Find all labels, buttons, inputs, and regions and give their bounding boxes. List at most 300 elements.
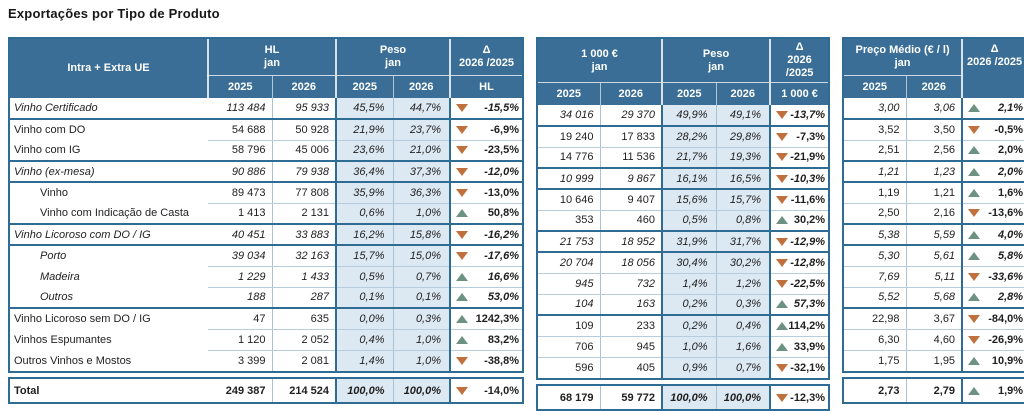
value-cell: 0,4%: [336, 329, 393, 350]
value-cell: 54 688: [208, 119, 272, 140]
preco-group-header: [844, 39, 962, 76]
value-cell: 16,2%: [336, 224, 393, 245]
value-cell: 22,98: [844, 308, 906, 329]
value-cell: 214 524: [272, 379, 336, 402]
value-cell: 100,0%: [336, 379, 393, 402]
value-cell: 15,7%: [716, 189, 770, 210]
eur-total-table: [538, 386, 828, 409]
delta-cell: [770, 252, 828, 273]
total-row: [844, 379, 1024, 402]
delta-title: Δ: [990, 43, 999, 55]
value-cell: 0,0%: [336, 308, 393, 329]
value-cell: 0,8%: [716, 210, 770, 231]
delta-value: -11,6%: [790, 193, 826, 206]
table-row: [538, 189, 828, 210]
eur-period: jan: [591, 60, 608, 73]
total-row: [10, 379, 522, 402]
hl-period: jan: [264, 57, 280, 69]
value-cell: 1,95: [906, 350, 962, 371]
value-cell: 5,38: [844, 224, 906, 245]
delta-value: 2,0%: [997, 165, 1024, 178]
delta-value: 114,2%: [788, 319, 826, 332]
up-triangle-icon: [968, 387, 980, 395]
down-triangle-icon: [456, 231, 468, 239]
preco-total-body: [844, 379, 1024, 402]
delta-cell: [962, 308, 1024, 329]
value-cell: 58 796: [208, 140, 272, 161]
table-row: [538, 273, 828, 294]
value-cell: 44,7%: [393, 98, 450, 119]
eur-table-body: [538, 105, 828, 378]
preco-total-table: [844, 379, 1024, 402]
value-cell: 1,2%: [716, 273, 770, 294]
delta-cell: [770, 147, 828, 168]
row-label: Vinho: [10, 182, 208, 203]
value-cell: 5,61: [906, 245, 962, 266]
value-cell: 732: [600, 273, 662, 294]
value-cell: 23,7%: [393, 119, 450, 140]
value-cell: 95 933: [272, 98, 336, 119]
value-cell: 0,2%: [662, 315, 716, 336]
peso-title: Peso: [379, 44, 407, 56]
hl-total-body: [10, 379, 522, 402]
down-triangle-icon: [776, 238, 788, 246]
value-cell: 21 753: [538, 231, 600, 252]
value-cell: 5,52: [844, 287, 906, 308]
hl-table-header: [10, 39, 522, 98]
down-triangle-icon: [776, 133, 788, 141]
up-triangle-icon: [968, 189, 980, 197]
value-cell: 0,4%: [716, 315, 770, 336]
down-triangle-icon: [776, 280, 788, 288]
table-row: [844, 182, 1024, 203]
value-cell: 2 052: [272, 329, 336, 350]
value-cell: 706: [538, 336, 600, 357]
value-cell: 59 772: [600, 386, 662, 409]
value-cell: 3,67: [906, 308, 962, 329]
value-cell: 28,2%: [662, 126, 716, 147]
value-cell: 36,4%: [336, 161, 393, 182]
block-hl: [8, 37, 524, 404]
table-row: [844, 203, 1024, 224]
delta-cell: [770, 273, 828, 294]
down-triangle-icon: [456, 252, 468, 260]
value-cell: 37,3%: [393, 161, 450, 182]
export-tables: [8, 37, 1024, 411]
up-triangle-icon: [968, 146, 980, 154]
value-cell: 90 886: [208, 161, 272, 182]
delta-cell: [962, 119, 1024, 140]
value-cell: 0,1%: [336, 287, 393, 308]
table-row: [10, 266, 522, 287]
corner-header: Intra + Extra UE: [10, 39, 208, 98]
down-triangle-icon: [776, 364, 788, 372]
row-label: Vinho com Indicação de Casta: [10, 203, 208, 224]
value-cell: 0,2%: [662, 294, 716, 315]
value-cell: 1,21: [906, 182, 962, 203]
up-triangle-icon: [456, 273, 468, 281]
table-row: [10, 182, 522, 203]
value-cell: 0,3%: [393, 308, 450, 329]
row-label: Outros: [10, 287, 208, 308]
value-cell: 11 536: [600, 147, 662, 168]
delta-title: Δ: [795, 41, 804, 53]
value-cell: 45 006: [272, 140, 336, 161]
value-cell: 15,8%: [393, 224, 450, 245]
value-cell: 5,59: [906, 224, 962, 245]
hl-total-box: [8, 377, 524, 404]
table-row: [538, 315, 828, 336]
table-row: [844, 245, 1024, 266]
delta-cell: [770, 336, 828, 357]
delta-cell: [450, 350, 522, 371]
value-cell: 1,0%: [393, 350, 450, 371]
value-cell: 2 081: [272, 350, 336, 371]
delta-cell: [962, 287, 1024, 308]
value-cell: 21,9%: [336, 119, 393, 140]
value-cell: 30,4%: [662, 252, 716, 273]
value-cell: 5,11: [906, 266, 962, 287]
preco-table: [844, 39, 1024, 371]
table-row: [538, 126, 828, 147]
delta-unit-header: HL: [450, 76, 522, 99]
delta-value: -15,5%: [484, 102, 520, 114]
down-triangle-icon: [968, 126, 980, 134]
table-row: [538, 210, 828, 231]
value-cell: 34 016: [538, 105, 600, 126]
value-cell: 10 646: [538, 189, 600, 210]
down-triangle-icon: [456, 168, 468, 176]
value-cell: 0,1%: [393, 287, 450, 308]
table-row: [10, 329, 522, 350]
up-triangle-icon: [968, 293, 980, 301]
eur-table: [538, 39, 828, 378]
value-cell: 21,0%: [393, 140, 450, 161]
table-row: [844, 308, 1024, 329]
delta-cell: [450, 329, 522, 350]
down-triangle-icon: [968, 315, 980, 323]
table-row: [844, 224, 1024, 245]
value-cell: 5,30: [844, 245, 906, 266]
delta-value: -84,0%: [988, 312, 1024, 325]
value-cell: 50 928: [272, 119, 336, 140]
peso-period: jan: [385, 57, 401, 69]
value-cell: 3,52: [844, 119, 906, 140]
value-cell: 89 473: [208, 182, 272, 203]
row-label: Vinho (ex-mesa): [10, 161, 208, 182]
down-triangle-icon: [776, 259, 788, 267]
value-cell: 39 034: [208, 245, 272, 266]
delta-group-header: [450, 39, 522, 76]
value-cell: 20 704: [538, 252, 600, 273]
table-row: [10, 350, 522, 371]
value-cell: 1,75: [844, 350, 906, 371]
delta-value: -23,5%: [484, 144, 520, 157]
table-row: [10, 308, 522, 329]
delta-cell: [450, 182, 522, 203]
row-label: Madeira: [10, 266, 208, 287]
delta-cell: [450, 287, 522, 308]
value-cell: 16,1%: [662, 168, 716, 189]
delta-value: -12,0%: [484, 165, 520, 178]
value-cell: 0,5%: [336, 266, 393, 287]
delta-cell: [450, 203, 522, 224]
up-triangle-icon: [776, 216, 788, 224]
peso-group-header: [336, 39, 450, 76]
year-header-2026: 2026: [272, 76, 336, 99]
preco-table-body: [844, 98, 1024, 371]
delta-value: -14,0%: [484, 384, 519, 397]
delta-value: 10,9%: [991, 354, 1024, 367]
delta-value: -16,2%: [484, 228, 520, 241]
delta-value: 4,0%: [997, 228, 1024, 241]
peso-group-header: [662, 39, 770, 83]
value-cell: 1,21: [844, 161, 906, 182]
delta-value: -17,6%: [484, 249, 520, 262]
value-cell: 45,5%: [336, 98, 393, 119]
value-cell: 15,6%: [662, 189, 716, 210]
value-cell: 2,51: [844, 140, 906, 161]
year-header-2026: 2026: [393, 76, 450, 99]
value-cell: 460: [600, 210, 662, 231]
up-triangle-icon: [968, 104, 980, 112]
value-cell: 23,6%: [336, 140, 393, 161]
value-cell: 9 867: [600, 168, 662, 189]
up-triangle-icon: [456, 315, 468, 323]
delta-value: -21,9%: [790, 151, 826, 164]
value-cell: 30,2%: [716, 252, 770, 273]
up-triangle-icon: [968, 252, 980, 260]
value-cell: 79 938: [272, 161, 336, 182]
delta-sub: 2026 /2025: [458, 57, 515, 69]
down-triangle-icon: [968, 209, 980, 217]
value-cell: 3,06: [906, 98, 962, 119]
down-triangle-icon: [776, 111, 788, 119]
row-label: Total: [10, 379, 208, 402]
value-cell: 29,8%: [716, 126, 770, 147]
delta-sub: 2026 /2025: [785, 54, 814, 79]
delta-value: -33,6%: [988, 270, 1024, 283]
eur-main-box: [536, 37, 830, 380]
preco-period: jan: [894, 57, 911, 69]
delta-cell: [450, 308, 522, 329]
value-cell: 49,1%: [716, 105, 770, 126]
value-cell: 31,7%: [716, 231, 770, 252]
table-row: [538, 105, 828, 126]
delta-cell: [962, 379, 1024, 402]
value-cell: 15,7%: [336, 245, 393, 266]
delta-value: -13,7%: [790, 109, 826, 121]
delta-group-header: [962, 39, 1024, 98]
value-cell: 287: [272, 287, 336, 308]
delta-value: 33,9%: [793, 340, 826, 353]
delta-cell: [450, 161, 522, 182]
delta-cell: [770, 294, 828, 315]
delta-value: 1,6%: [997, 186, 1024, 199]
value-cell: 2,79: [906, 379, 962, 402]
value-cell: 21,7%: [662, 147, 716, 168]
table-row: [10, 140, 522, 161]
value-cell: 49,9%: [662, 105, 716, 126]
delta-value: -22,5%: [790, 277, 826, 290]
value-cell: 18 056: [600, 252, 662, 273]
value-cell: 3,00: [844, 98, 906, 119]
table-row: [844, 119, 1024, 140]
delta-group-header: [770, 39, 828, 83]
row-label: Vinho Certificado: [10, 98, 208, 119]
block-preco: [842, 37, 1024, 404]
down-triangle-icon: [456, 387, 468, 395]
down-triangle-icon: [968, 273, 980, 281]
up-triangle-icon: [968, 357, 980, 365]
down-triangle-icon: [776, 196, 788, 204]
delta-cell: [770, 210, 828, 231]
value-cell: 163: [600, 294, 662, 315]
delta-value: 53,0%: [487, 291, 520, 304]
row-label: Vinho com DO: [10, 119, 208, 140]
value-cell: 1,6%: [716, 336, 770, 357]
down-triangle-icon: [456, 357, 468, 365]
delta-value: 50,8%: [487, 207, 520, 220]
up-triangle-icon: [456, 293, 468, 301]
delta-value: 5,8%: [997, 249, 1024, 262]
table-row: [10, 224, 522, 245]
value-cell: 100,0%: [716, 386, 770, 409]
delta-cell: [450, 119, 522, 140]
delta-value: -6,9%: [490, 123, 520, 136]
table-row: [538, 147, 828, 168]
down-triangle-icon: [456, 126, 468, 134]
delta-cell: [450, 379, 522, 402]
value-cell: 2,50: [844, 203, 906, 224]
delta-value: -12,9%: [790, 235, 826, 248]
eur-total-box: [536, 384, 830, 411]
row-label: Vinhos Espumantes: [10, 329, 208, 350]
hl-title: HL: [264, 44, 280, 56]
delta-cell: [962, 350, 1024, 371]
value-cell: 1 413: [208, 203, 272, 224]
delta-cell: [770, 315, 828, 336]
value-cell: 104: [538, 294, 600, 315]
delta-value: 1242,3%: [475, 312, 520, 325]
table-row: [10, 119, 522, 140]
year-header-2026: 2026: [716, 83, 770, 106]
value-cell: 2,16: [906, 203, 962, 224]
total-row: [538, 386, 828, 409]
preco-main-box: [842, 37, 1024, 373]
delta-value: 30,2%: [793, 214, 826, 227]
table-row: [10, 245, 522, 266]
value-cell: 1 229: [208, 266, 272, 287]
table-row: [538, 231, 828, 252]
value-cell: 47: [208, 308, 272, 329]
table-row: [538, 168, 828, 189]
row-label: Vinho Licoroso com DO / IG: [10, 224, 208, 245]
value-cell: 0,7%: [393, 266, 450, 287]
preco-total-box: [842, 377, 1024, 404]
delta-cell: [450, 224, 522, 245]
table-row: [844, 161, 1024, 182]
peso-title: Peso: [702, 47, 730, 60]
hl-table: [10, 39, 522, 371]
delta-value: 57,3%: [793, 298, 826, 311]
delta-value: -32,1%: [790, 361, 826, 374]
year-header-2025: 2025: [208, 76, 272, 99]
year-header-2025: 2025: [538, 83, 600, 106]
value-cell: 100,0%: [393, 379, 450, 402]
value-cell: 18 952: [600, 231, 662, 252]
delta-value: 83,2%: [487, 333, 520, 346]
value-cell: 10 999: [538, 168, 600, 189]
table-row: [538, 252, 828, 273]
delta-cell: [770, 189, 828, 210]
value-cell: 0,9%: [662, 357, 716, 378]
row-label: Vinho Licoroso sem DO / IG: [10, 308, 208, 329]
table-row: [538, 294, 828, 315]
hl-group-header: [208, 39, 336, 76]
hl-total-table: [10, 379, 522, 402]
value-cell: 100,0%: [662, 386, 716, 409]
page-title: Exportações por Tipo de Produto: [8, 6, 220, 21]
hl-main-box: [8, 37, 524, 373]
delta-cell: [770, 231, 828, 252]
year-header-2026: 2026: [906, 76, 962, 99]
delta-cell: [770, 168, 828, 189]
delta-cell: [450, 140, 522, 161]
down-triangle-icon: [456, 189, 468, 197]
table-row: [10, 287, 522, 308]
table-row: [844, 266, 1024, 287]
peso-period: jan: [708, 60, 724, 73]
row-label: Vinho com IG: [10, 140, 208, 161]
value-cell: 5,68: [906, 287, 962, 308]
value-cell: 1,23: [906, 161, 962, 182]
delta-cell: [962, 161, 1024, 182]
delta-cell: [962, 329, 1024, 350]
table-row: [10, 98, 522, 119]
down-triangle-icon: [456, 104, 468, 112]
delta-cell: [770, 126, 828, 147]
delta-cell: [770, 105, 828, 126]
table-row: [10, 203, 522, 224]
value-cell: 7,69: [844, 266, 906, 287]
value-cell: 233: [600, 315, 662, 336]
year-header-2026: 2026: [600, 83, 662, 106]
row-label: Porto: [10, 245, 208, 266]
value-cell: 0,7%: [716, 357, 770, 378]
delta-value: -13,0%: [484, 186, 520, 199]
preco-title: Preço Médio (€ / l): [855, 44, 950, 56]
table-row: [844, 140, 1024, 161]
value-cell: 1,19: [844, 182, 906, 203]
table-row: [844, 98, 1024, 119]
value-cell: 33 883: [272, 224, 336, 245]
delta-value: -38,8%: [484, 354, 520, 367]
value-cell: 0,5%: [662, 210, 716, 231]
delta-sub: 2026 /2025: [967, 56, 1023, 68]
down-triangle-icon: [776, 175, 788, 183]
eur-total-body: [538, 386, 828, 409]
value-cell: 40 451: [208, 224, 272, 245]
delta-value: 1,9%: [997, 384, 1024, 397]
delta-value: -10,3%: [790, 172, 826, 185]
table-row: [844, 329, 1024, 350]
value-cell: 2 131: [272, 203, 336, 224]
row-label: Outros Vinhos e Mostos: [10, 350, 208, 371]
delta-title: Δ: [482, 44, 491, 56]
up-triangle-icon: [456, 336, 468, 344]
year-header-2025: 2025: [844, 76, 906, 99]
